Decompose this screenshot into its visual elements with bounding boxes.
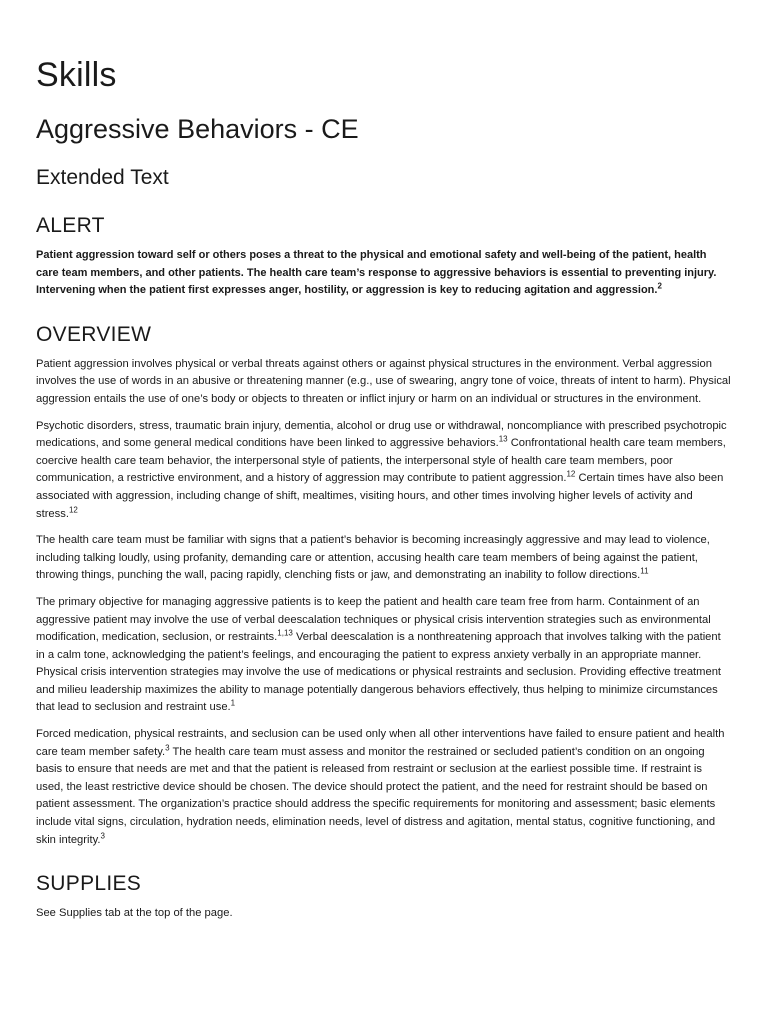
reference-superscript[interactable]: 1,13 (277, 628, 293, 638)
paragraph-text: Verbal deescalation is a nonthreatening approach that involves talking with the patient in a calm tone, acknowledging the patient’s feelings, and encouraging the patient to express anxiety verbally in an appropriate manner. Physical crisis intervention strategies may involve the use of medications or physical restraints and seclusion. Providing effective treatment and milieu leadership maximizes the ability to manage potentially dangerous behaviors effectively, thus helping to minimize circumstances that lead to seclusion and restraint use. (36, 631, 722, 714)
reference-superscript[interactable]: 1 (230, 698, 236, 708)
paragraph-text: Confrontational health care team members, coercive health care team behavior, the interpersonal style of patients, the interpersonal style of health care team members, poor communication, a restrictive environment, and a history of aggression may contribute to patient aggression. (36, 437, 726, 485)
reference-superscript[interactable]: 12 (566, 469, 576, 479)
overview-paragraph-4 (36, 594, 732, 717)
topic-title: Aggressive Behaviors - CE (36, 114, 359, 144)
page-title: Skills (36, 56, 117, 94)
reference-superscript[interactable]: 3 (100, 830, 105, 840)
overview-paragraph-5 (36, 726, 732, 849)
reference-superscript[interactable]: 2 (657, 281, 662, 291)
subtitle: Extended Text (36, 166, 169, 189)
paragraph-text: Certain times have also been associated with aggression, including change of shift, mealtimes, visiting hours, and other times involving higher levels of activity and stress. (36, 472, 724, 520)
alert-heading: ALERT (36, 214, 105, 237)
alert-section (36, 213, 732, 300)
overview-section (36, 322, 732, 849)
reference-superscript[interactable]: 12 (68, 504, 78, 514)
paragraph-text: Psychotic disorders, stress, traumatic brain injury, dementia, alcohol or drug use or withdrawal, noncompliance with prescribed psychotropic medications, and some general medical conditions have been linked to aggressive behaviors. (36, 419, 727, 450)
supplies-section (36, 871, 732, 923)
overview-heading: OVERVIEW (36, 322, 152, 346)
paragraph-text: The primary objective for managing aggressive patients is to keep the patient and health care team free from harm. Containment of an aggressive patient may involve the use of verbal deescalation techniques or physical crisis intervention strategies such as environmental modification, medication, seclusion, or restraints. (36, 595, 711, 644)
overview-paragraph-2 (36, 418, 732, 524)
paragraph-text: The health care team must be familiar with signs that a patient’s behavior is becoming increasingly aggressive and may lead to violence, including talking loudly, using profanity, demanding care or attention, accusing health care team members of being against the patient, throwing things, punching the wall, pacing rapidly, clenching fists or jaw, and demonstrating an inability to follow directions. (36, 534, 710, 582)
reference-superscript[interactable]: 3 (165, 742, 170, 752)
reference-superscript[interactable]: 13 (498, 434, 508, 444)
paragraph-text: The health care team must assess and monitor the restrained or secluded patient’s condition on an ongoing basis to ensure that needs are met and that the patient is released from restraint or seclusion at the earliest possible time. If restraint is used, the least restrictive device should be chosen. The device should protect the patient, and the need for restraint should be based on patient assessment. The organization’s practice should address the specific requirements for monitoring and assessment; basic elements include vital signs, circulation, hydration needs, elimination needs, level of distress and agitation, mental status, cognitive functioning, and skin integrity. (36, 745, 716, 846)
paragraph-text: Forced medication, physical restraints, and seclusion can be used only when all other interventions have failed to ensure patient and health care team member safety. (36, 728, 725, 758)
alert-paragraph (36, 247, 732, 300)
overview-paragraph-3 (36, 532, 732, 585)
supplies-heading: SUPPLIES (36, 872, 142, 896)
overview-paragraph-1 (36, 356, 732, 409)
reference-superscript[interactable]: 11 (640, 566, 649, 576)
supplies-paragraph: See Supplies tab at the top of the page. (36, 907, 233, 920)
paragraph-text: Patient aggression involves physical or verbal threats against others or against physical structures in the environment. Verbal aggression involves the use of words in an abusive or threatening manner (e.g., use of swearing, angry tone of voice, threats of intent to harm). Physical aggression entails the use of one’s body or objects to threaten or inflict injury or harm on an individual or structures in the environment. (36, 357, 731, 405)
alert-text: Patient aggression toward self or others poses a threat to the physical and emotional safety and well-being of the patient, health care team members, and other patients. The health care team’s response to aggressive behaviors is essential to preventing injury. Intervening when the patient first expresses anger, hostility, or aggression is key to reducing agitation and aggression. (36, 249, 717, 297)
